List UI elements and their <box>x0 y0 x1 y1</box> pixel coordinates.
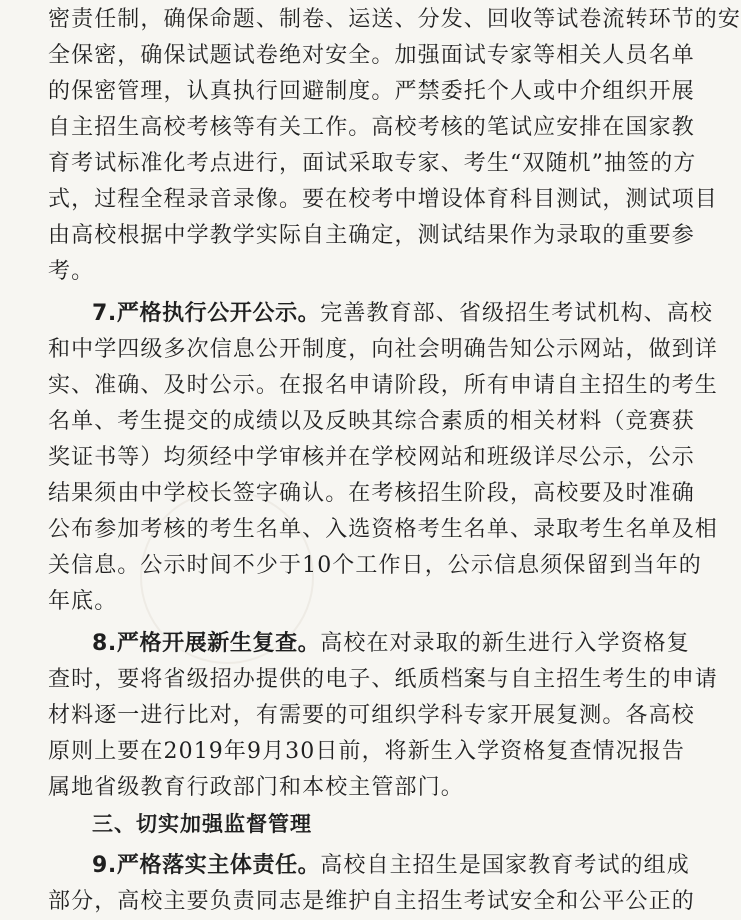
text-line: 结果须由中学校长签字确认。在考核招生阶段，高校要及时准确 <box>48 481 695 506</box>
paragraph-confidentiality <box>48 2 741 290</box>
text-line: 全保密，确保试题试卷绝对安全。加强面试专家等相关人员名单 <box>48 43 695 68</box>
text-line: 由高校根据中学教学实际自主确定，测试结果作为录取的重要参 <box>48 223 695 248</box>
section-heading: 三、切实加强监督管理 <box>92 812 312 836</box>
text-line-first <box>48 848 690 884</box>
text-line-first <box>48 296 713 332</box>
text-line: 实、准确、及时公示。在报名申请阶段，所有申请自主招生的考生 <box>48 373 718 398</box>
item-text: 高校自主招生是国家教育考试的组成 <box>320 853 690 878</box>
text-line-first <box>48 626 690 662</box>
item-text: 完善教育部、省级招生考试机构、高校 <box>320 301 713 326</box>
text-line: 关信息。公示时间不少于10个工作日，公示信息须保留到当年的 <box>48 553 702 578</box>
text-line: 奖证书等）均须经中学审核并在学校网站和班级详尽公示，公示 <box>48 445 695 470</box>
text-line: 和中学四级多次信息公开制度，向社会明确告知公示网站，做到详 <box>48 337 718 362</box>
text-line: 考。 <box>48 259 95 284</box>
text-line: 部分，高校主要负责同志是维护自主招生考试安全和公平公正的 <box>48 889 695 914</box>
text-line: 材料逐一进行比对，有需要的可组织学科专家开展复测。各高校 <box>48 703 695 728</box>
text-line: 原则上要在2019年9月30日前，将新生入学资格复查情况报告 <box>48 739 685 764</box>
document-page <box>48 2 741 920</box>
text-line: 自主招生高校考核等有关工作。高校考核的笔试应安排在国家教 <box>48 115 695 140</box>
item-text: 高校在对录取的新生进行入学资格复 <box>320 631 690 656</box>
text-line: 名单、考生提交的成绩以及反映其综合素质的相关材料（竞赛获 <box>48 409 695 434</box>
item-title: 8.严格开展新生复查。 <box>92 631 321 656</box>
text-line: 式，过程全程录音录像。要在校考中增设体育科目测试，测试项目 <box>48 187 718 212</box>
text-line: 育考试标准化考点进行，面试采取专家、考生“双随机”抽签的方 <box>48 151 697 176</box>
paragraph-item-9 <box>48 848 695 920</box>
text-line: 年底。 <box>48 589 118 614</box>
paragraph-item-8 <box>48 626 718 806</box>
paragraph-item-7 <box>48 296 718 620</box>
item-title: 9.严格落实主体责任。 <box>92 853 321 878</box>
item-title: 7.严格执行公开公示。 <box>92 301 321 326</box>
text-line: 查时，要将省级招办提供的电子、纸质档案与自主招生考生的申请 <box>48 667 718 692</box>
text-line: 密责任制，确保命题、制卷、运送、分发、回收等试卷流转环节的安 <box>48 7 741 32</box>
text-line: 公布参加考核的考生名单、入选资格考生名单、录取考生名单及相 <box>48 517 718 542</box>
text-line: 属地省级教育行政部门和本校主管部门。 <box>48 775 464 800</box>
text-line: 的保密管理，认真执行回避制度。严禁委托个人或中介组织开展 <box>48 79 695 104</box>
